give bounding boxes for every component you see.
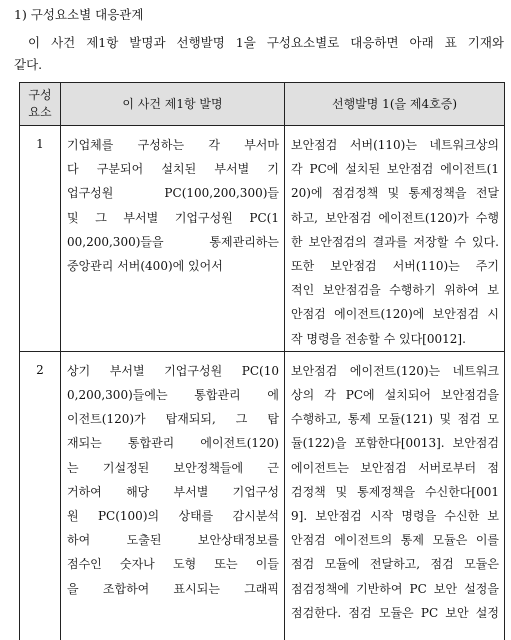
table-row <box>20 126 505 352</box>
text-line: 안점검 에이전트(120)에 보안점검 시 <box>291 307 499 322</box>
text-line: 각 PC에 설치된 보안점검 에이전트(1 <box>291 162 499 177</box>
text-line: 0,200,300)들에는 통합관리 에 <box>67 388 279 403</box>
text-line: 기업체를 구성하는 각 부서마 <box>67 138 279 152</box>
text-line: 및 그 부서별 기업구성원 PC(1 <box>67 210 279 225</box>
text-line: 다 구분되어 설치된 부서별 기 <box>67 162 279 177</box>
text-line: 중앙관리 서버(400)에 있어서 <box>67 259 223 274</box>
text-line: 보안점검 서버(110)는 네트워크상의 <box>291 138 499 152</box>
table-row <box>20 351 505 640</box>
header-element-number-line1: 구성 <box>28 88 52 102</box>
text-line: 상의 각 PC에 설치되어 보안점검을 <box>291 388 499 403</box>
text-line: 업구성원 PC(100,200,300)들 <box>67 186 279 201</box>
invention-cell <box>61 126 285 352</box>
text-line: 00,200,300)들을 통제관리하는 <box>67 234 279 249</box>
text-line: 상기 부서별 기업구성원 PC(10 <box>67 363 279 378</box>
text-line: 보안점검 에이전트(120)는 네트워크 <box>291 363 499 378</box>
table-header-row <box>20 83 505 126</box>
comparison-table <box>19 82 505 640</box>
row-number: 2 <box>20 351 61 640</box>
text-line: 수행하고, 통제 모듈(121) 및 점검 모 <box>291 412 499 427</box>
row-number: 1 <box>20 126 61 352</box>
prior-art-cell <box>285 126 505 352</box>
invention-cell <box>61 351 285 640</box>
text-line: 점검 모듈에 전달하고, 점검 모듈은 <box>291 557 499 572</box>
text-line: 듈(122)을 포함한다[0013]. 보안점검 <box>291 436 499 451</box>
text-line: 점수인 숫자나 도형 또는 이들 <box>67 557 279 572</box>
text-line: 이전트(120)가 탑재되되, 그 탑 <box>67 412 279 427</box>
intro-line-2: 같다. <box>14 57 43 72</box>
text-line: 재되는 통합관리 에이전트(120) <box>67 436 279 451</box>
text-line: 하여 도출된 보안상태정보를 <box>67 533 279 548</box>
section-heading: 1) 구성요소별 대응관계 <box>14 7 144 22</box>
text-line: 점검한다. 점검 모듈은 PC 보안 설정 <box>291 605 499 620</box>
text-line: 검정책 및 통제정책을 수신한다[001 <box>291 484 499 499</box>
text-line: 원 PC(100)의 상태를 감시분석 <box>67 509 279 524</box>
intro-line-1: 이 사건 제1항 발명과 선행발명 1을 구성요소별로 대응하면 아래 표 기재와 <box>28 35 504 50</box>
intro-paragraph <box>14 32 504 76</box>
text-line: 을 조합하여 표시되는 그래픽 <box>67 581 279 596</box>
text-line: 또한 보안점검 서버(110)는 주기 <box>291 259 499 274</box>
text-line: 점검정책에 기반하여 PC 보안 설정을 <box>291 581 499 596</box>
text-line: 20)에 점검정책 및 통제정책을 전달 <box>291 186 499 201</box>
text-line: 작 명령을 전송할 수 있다[0012]. <box>291 331 466 346</box>
header-element-number-line2: 요소 <box>28 105 52 119</box>
text-line: 한 보안점검의 결과를 저장할 수 있다. <box>291 234 499 249</box>
header-element-number <box>20 83 61 126</box>
text-line: 하고, 보안점검 에이전트(120)가 수행 <box>291 210 499 225</box>
text-line: 9]. 보안점검 시작 명령을 수신한 보 <box>291 509 499 524</box>
text-line: 안점검 에이전트의 통제 모듈은 이를 <box>291 533 499 548</box>
text-line: 거하여 해당 부서별 기업구성 <box>67 484 279 499</box>
prior-art-cell <box>285 351 505 640</box>
header-prior-art: 선행발명 1(을 제4호증) <box>285 83 505 126</box>
text-line: 적인 보안점검을 수행하기 위하여 보 <box>291 283 499 298</box>
header-claimed-invention: 이 사건 제1항 발명 <box>61 83 285 126</box>
text-line: 는 기설정된 보안정책들에 근 <box>67 460 279 475</box>
text-line: 에이전트는 보안점검 서버로부터 점 <box>291 460 499 475</box>
